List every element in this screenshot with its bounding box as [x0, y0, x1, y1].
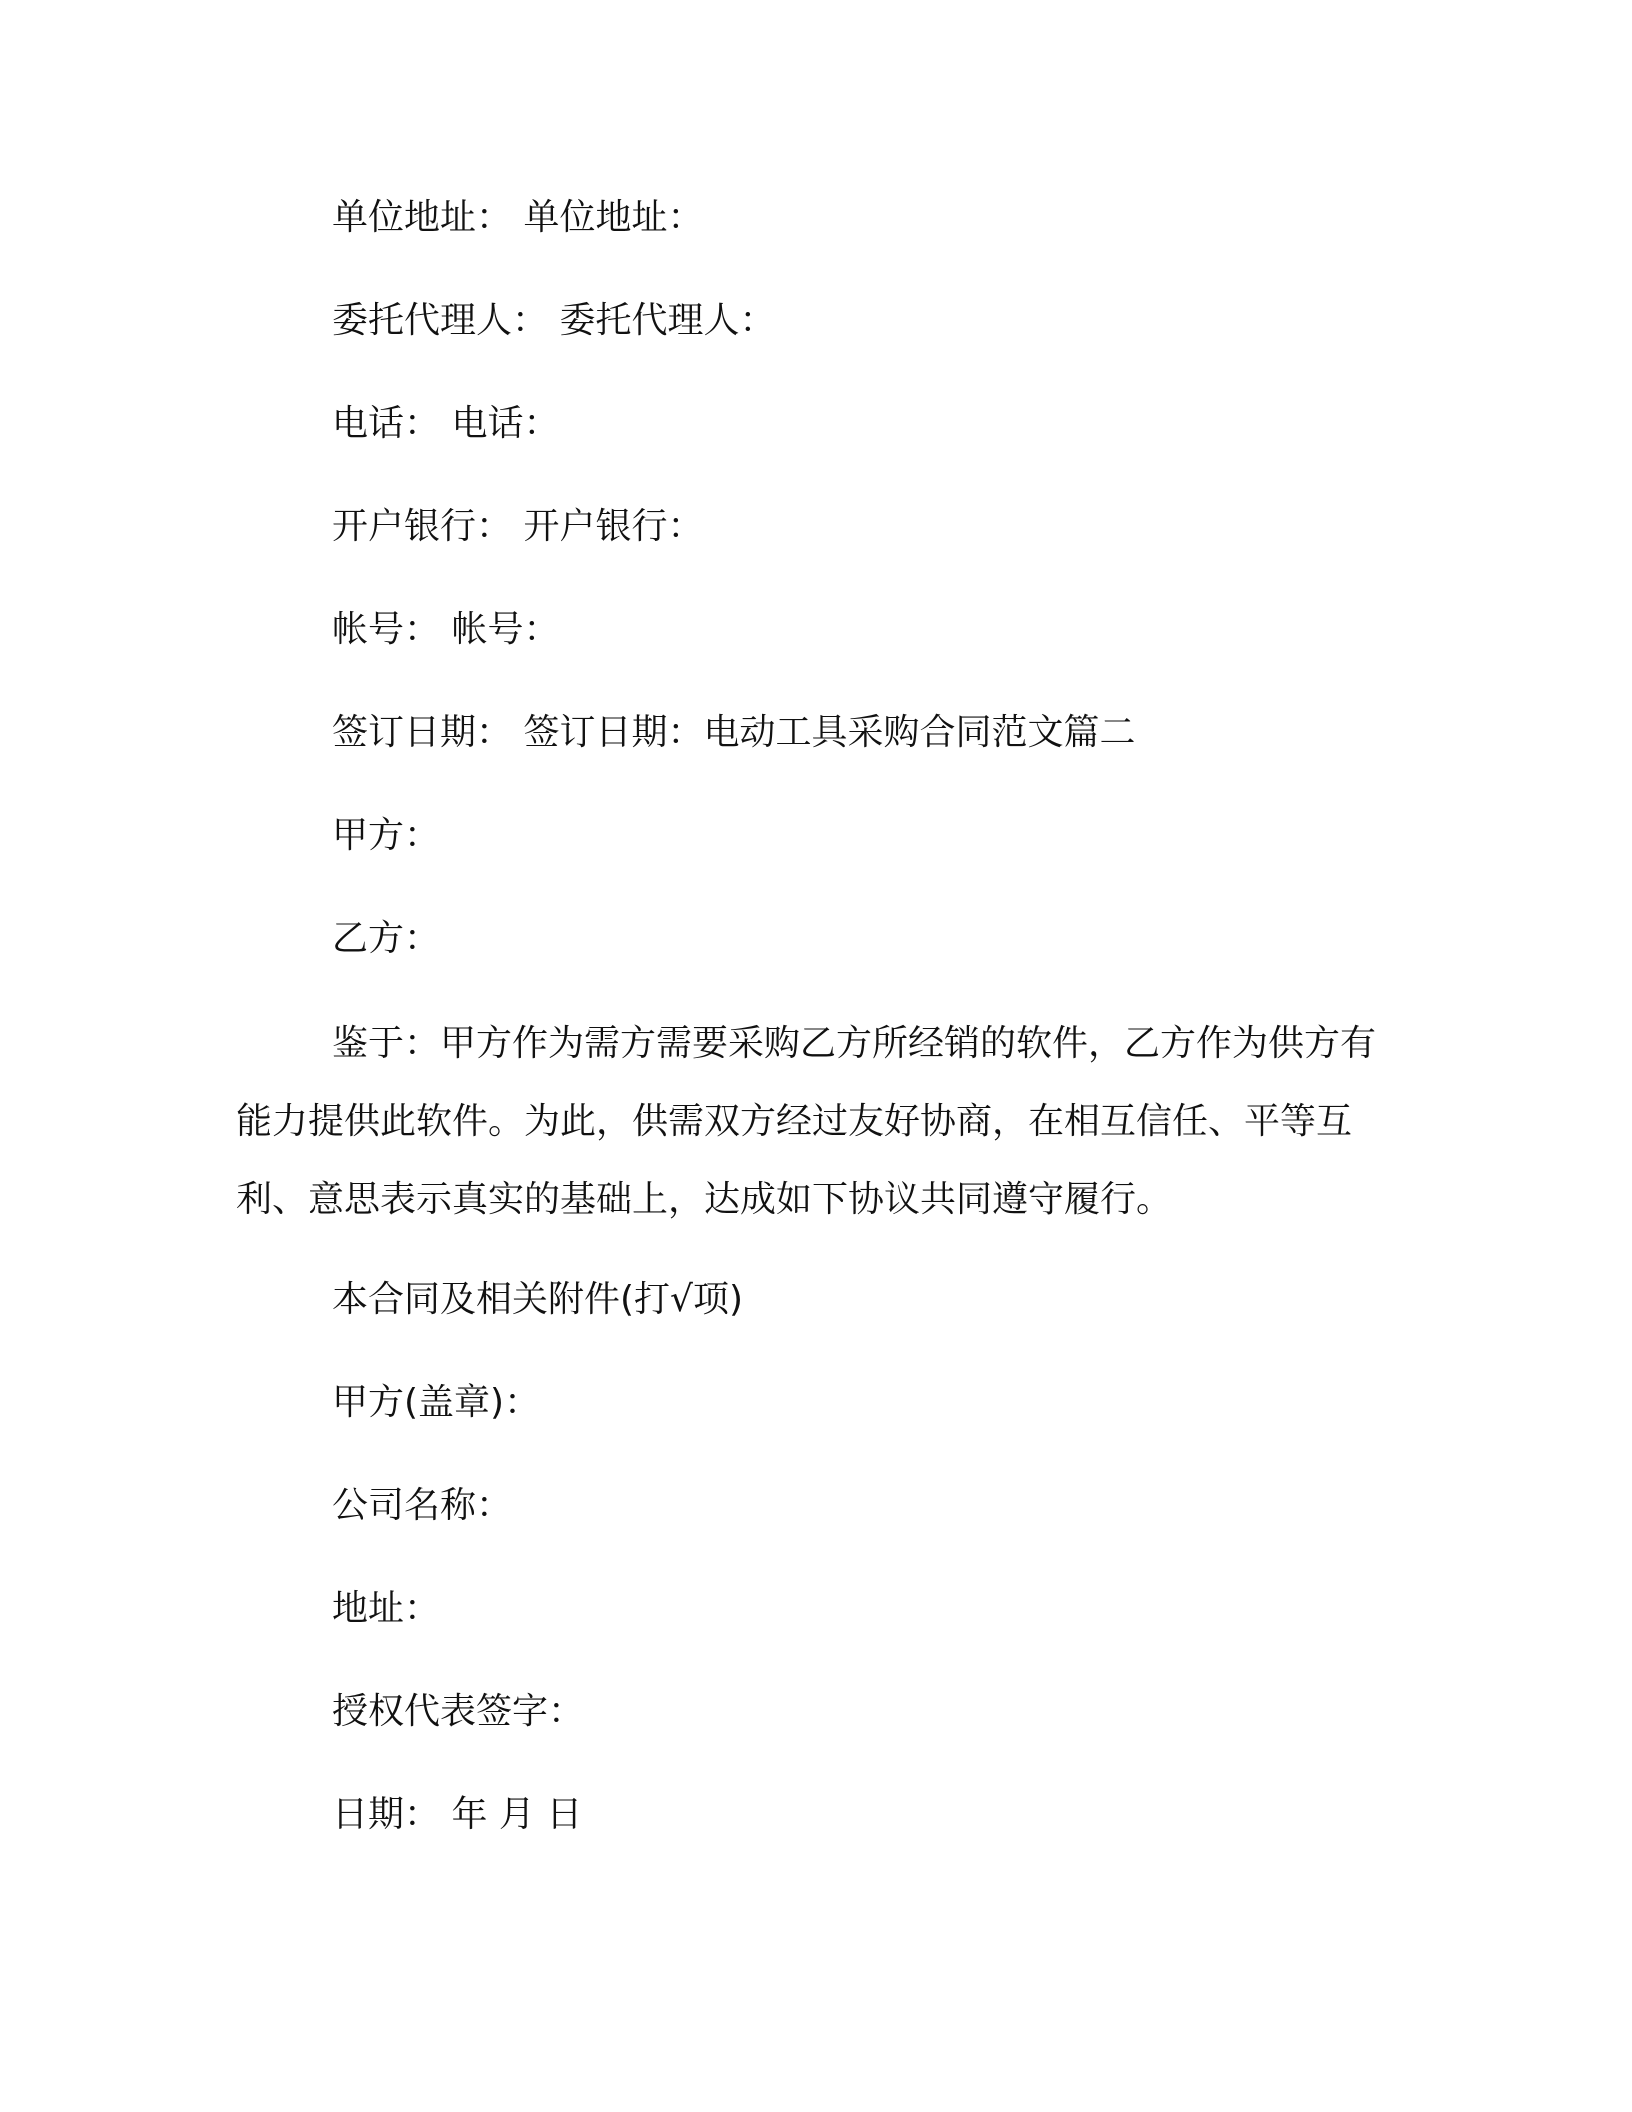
bank-line: 开户银行： 开户银行：	[332, 506, 704, 547]
whereas-paragraph: 鉴于：甲方作为需方需要采购乙方所经销的软件，乙方作为供方有能力提供此软件。为此，供需双方经过友好协商，在相互信任、平等互利、意思表示真实的基础上，达成如下协议共同遵守履行。	[236, 1023, 1377, 1220]
party-a-seal-line: 甲方(盖章)：	[332, 1382, 541, 1423]
address-line: 地址：	[332, 1588, 441, 1629]
sign-date-line: 签订日期： 签订日期：电动工具采购合同范文篇二	[332, 712, 1136, 753]
unit-address-line: 单位地址： 单位地址：	[332, 197, 704, 238]
attachments-line: 本合同及相关附件(打√项)	[332, 1279, 744, 1320]
party-b-line: 乙方：	[332, 918, 441, 959]
authorized-signature-line: 授权代表签字：	[332, 1691, 585, 1732]
phone-line: 电话： 电话：	[332, 403, 560, 444]
date-line: 日期： 年 月 日	[332, 1794, 583, 1835]
agent-line: 委托代理人： 委托代理人：	[332, 300, 776, 341]
company-name-line: 公司名称：	[332, 1485, 513, 1526]
account-line: 帐号： 帐号：	[332, 609, 560, 650]
party-a-line: 甲方：	[332, 815, 441, 856]
